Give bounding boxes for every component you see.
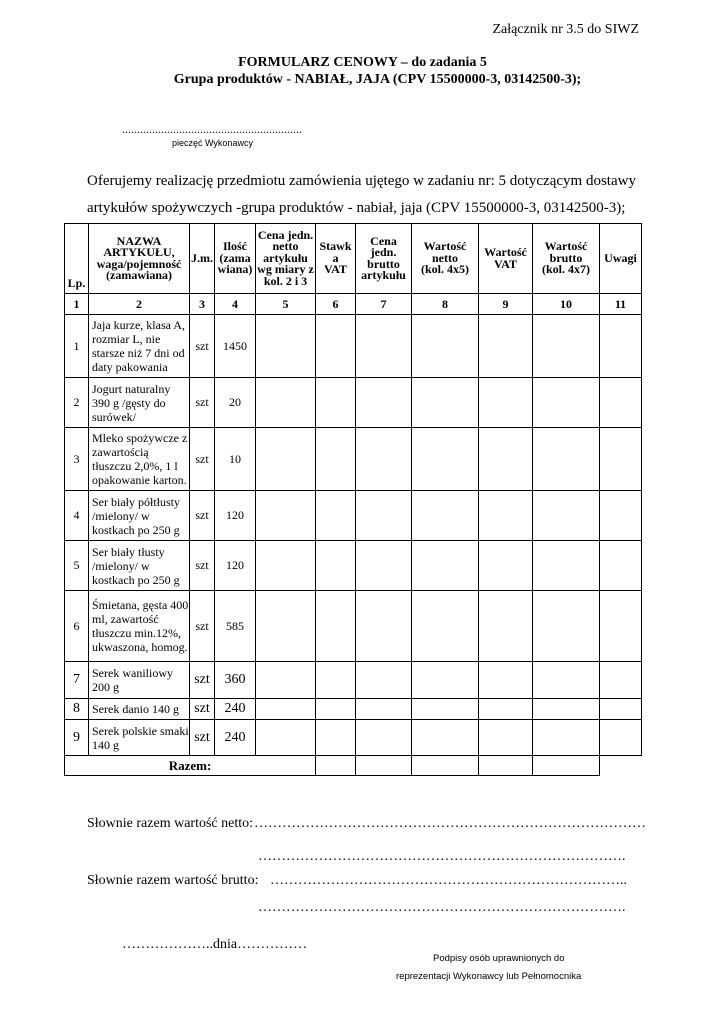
col-number: 10 xyxy=(533,294,600,315)
attachment-label: Załącznik nr 3.5 do SIWZ xyxy=(492,22,639,37)
vat-rate-cell[interactable] xyxy=(316,315,356,378)
row-product-name: Serek danio 140 g xyxy=(89,699,190,720)
gross-price-cell[interactable] xyxy=(356,315,412,378)
table-row xyxy=(65,720,642,756)
col-number: 1 xyxy=(65,294,89,315)
header-row xyxy=(65,224,642,294)
gross-price-cell[interactable] xyxy=(356,378,412,428)
total-vat-rate-cell[interactable] xyxy=(316,756,356,776)
table-row xyxy=(65,591,642,662)
net-words-dots-1[interactable]: ………………………………………………………………………… xyxy=(254,816,646,831)
header-name: NAZWA ARTYKUŁU, waga/pojemność (zamawiana) xyxy=(89,224,190,294)
gross-words-dots-1[interactable]: ………………………………………………………………….. xyxy=(270,873,627,888)
net-words-label: Słownie razem wartość netto: xyxy=(87,816,254,831)
row-unit: szt xyxy=(190,662,215,699)
net-words-dots-2[interactable]: ……………………………………………………………………. xyxy=(258,849,626,864)
row-unit: szt xyxy=(190,378,215,428)
price-table xyxy=(64,223,642,776)
net-value-cell[interactable] xyxy=(412,541,479,591)
intro-line-1: Oferujemy realizację przedmiotu zamówienia ujętego w zadaniu nr: 5 dotyczącym dostawy xyxy=(87,173,636,189)
row-unit: szt xyxy=(190,428,215,491)
vat-rate-cell[interactable] xyxy=(316,591,356,662)
net-price-cell[interactable] xyxy=(256,662,316,699)
vat-value-cell[interactable] xyxy=(479,378,533,428)
row-qty: 20 xyxy=(215,378,256,428)
row-qty: 120 xyxy=(215,491,256,541)
header-gross-value: Wartość brutto (kol. 4x7) xyxy=(533,224,600,294)
form-title: FORMULARZ CENOWY – do zadania 5 xyxy=(238,55,487,70)
net-value-cell[interactable] xyxy=(412,491,479,541)
contractor-stamp-line: ............................................................ xyxy=(122,122,302,136)
table-row xyxy=(65,699,642,720)
gross-value-cell[interactable] xyxy=(533,315,600,378)
header-unit: J.m. xyxy=(190,224,215,294)
col-number: 3 xyxy=(190,294,215,315)
row-qty: 585 xyxy=(215,591,256,662)
net-value-cell[interactable] xyxy=(412,315,479,378)
row-lp: 9 xyxy=(65,720,89,756)
vat-value-cell[interactable] xyxy=(479,491,533,541)
notes-cell[interactable] xyxy=(600,541,642,591)
row-product-name: Ser biały tłusty /mielony/ w kostkach po 250 g xyxy=(89,541,190,591)
total-label: Razem: xyxy=(65,756,316,776)
header-vat-value: Wartość VAT xyxy=(479,224,533,294)
table-row xyxy=(65,428,642,491)
header-net-price: Cena jedn. netto artykułu wg miary z kol. 2 i 3 xyxy=(256,224,316,294)
intro-line-2: artykułów spożywczych -grupa produktów - nabiał, jaja (CPV 15500000-3, 03142500-3); xyxy=(87,200,626,216)
notes-cell[interactable] xyxy=(600,428,642,491)
row-qty: 360 xyxy=(215,662,256,699)
row-unit: szt xyxy=(190,491,215,541)
header-notes: Uwagi xyxy=(600,224,642,294)
row-lp: 3 xyxy=(65,428,89,491)
header-net-value: Wartość netto (kol. 4x5) xyxy=(412,224,479,294)
gross-value-cell[interactable] xyxy=(533,591,600,662)
gross-value-cell[interactable] xyxy=(533,378,600,428)
column-number-row xyxy=(65,294,642,315)
net-price-cell[interactable] xyxy=(256,428,316,491)
gross-price-cell[interactable] xyxy=(356,662,412,699)
notes-cell[interactable] xyxy=(600,591,642,662)
row-lp: 6 xyxy=(65,591,89,662)
vat-value-cell[interactable] xyxy=(479,428,533,491)
row-qty: 120 xyxy=(215,541,256,591)
net-price-cell[interactable] xyxy=(256,378,316,428)
col-number: 4 xyxy=(215,294,256,315)
net-price-cell[interactable] xyxy=(256,315,316,378)
row-unit: szt xyxy=(190,720,215,756)
vat-value-cell[interactable] xyxy=(479,541,533,591)
vat-rate-cell[interactable] xyxy=(316,699,356,720)
row-qty: 10 xyxy=(215,428,256,491)
date-line[interactable]: ………………..dnia…………… xyxy=(122,937,308,952)
notes-cell[interactable] xyxy=(600,720,642,756)
notes-cell[interactable] xyxy=(600,699,642,720)
row-lp: 5 xyxy=(65,541,89,591)
vat-value-cell[interactable] xyxy=(479,699,533,720)
table-row xyxy=(65,315,642,378)
vat-rate-cell[interactable] xyxy=(316,491,356,541)
net-price-cell[interactable] xyxy=(256,491,316,541)
contractor-stamp-label: pieczęć Wykonawcy xyxy=(172,138,253,148)
table-row xyxy=(65,541,642,591)
row-product-name: Jaja kurze, klasa A, rozmiar L, nie starsze niż 7 dni od daty pakowania xyxy=(89,315,190,378)
notes-cell[interactable] xyxy=(600,662,642,699)
total-vat-value-cell[interactable] xyxy=(479,756,533,776)
signature-label-1: Podpisy osób uprawnionych do xyxy=(433,953,565,964)
col-number: 11 xyxy=(600,294,642,315)
row-unit: szt xyxy=(190,699,215,720)
total-empty-cell xyxy=(600,756,642,776)
col-number: 2 xyxy=(89,294,190,315)
col-number: 7 xyxy=(356,294,412,315)
gross-value-cell[interactable] xyxy=(533,662,600,699)
row-lp: 1 xyxy=(65,315,89,378)
row-qty: 1450 xyxy=(215,315,256,378)
row-lp: 2 xyxy=(65,378,89,428)
vat-value-cell[interactable] xyxy=(479,591,533,662)
row-unit: szt xyxy=(190,591,215,662)
col-number: 9 xyxy=(479,294,533,315)
net-value-cell[interactable] xyxy=(412,699,479,720)
notes-cell[interactable] xyxy=(600,491,642,541)
row-product-name: Serek polskie smaki 140 g xyxy=(89,720,190,756)
vat-value-cell[interactable] xyxy=(479,720,533,756)
vat-value-cell[interactable] xyxy=(479,662,533,699)
net-value-cell[interactable] xyxy=(412,591,479,662)
header-gross-price: Cena jedn. brutto artykułu xyxy=(356,224,412,294)
gross-value-cell[interactable] xyxy=(533,699,600,720)
row-product-name: Serek waniliowy 200 g xyxy=(89,662,190,699)
net-price-cell[interactable] xyxy=(256,720,316,756)
gross-price-cell[interactable] xyxy=(356,428,412,491)
vat-rate-cell[interactable] xyxy=(316,541,356,591)
net-value-cell[interactable] xyxy=(412,662,479,699)
header-lp: Lp. xyxy=(65,224,89,294)
row-product-name: Jogurt naturalny 390 g /gęsty do surówek/ xyxy=(89,378,190,428)
gross-price-cell[interactable] xyxy=(356,699,412,720)
product-group-title: Grupa produktów - NABIAŁ, JAJA (CPV 15500000-3, 03142500-3); xyxy=(173,72,582,87)
gross-price-cell[interactable] xyxy=(356,720,412,756)
header-qty: Ilość (zama wiana) xyxy=(215,224,256,294)
net-value-cell[interactable] xyxy=(412,720,479,756)
row-lp: 8 xyxy=(65,699,89,720)
row-unit: szt xyxy=(190,541,215,591)
row-product-name: Mleko spożywcze z zawartością tłuszczu 2,0%, 1 l opakowanie karton. xyxy=(89,428,190,491)
gross-value-cell[interactable] xyxy=(533,720,600,756)
gross-words-dots-2[interactable]: ……………………………………………………………………. xyxy=(258,900,626,915)
table-row xyxy=(65,491,642,541)
gross-value-cell[interactable] xyxy=(533,491,600,541)
vat-rate-cell[interactable] xyxy=(316,428,356,491)
row-product-name: Śmietana, gęsta 400 ml, zawartość tłuszczu min.12%, ukwaszona, homog. xyxy=(89,591,190,662)
row-lp: 4 xyxy=(65,491,89,541)
row-qty: 240 xyxy=(215,720,256,756)
vat-value-cell[interactable] xyxy=(479,315,533,378)
total-gross-value-cell[interactable] xyxy=(533,756,600,776)
notes-cell[interactable] xyxy=(600,378,642,428)
col-number: 6 xyxy=(316,294,356,315)
net-price-cell[interactable] xyxy=(256,541,316,591)
vat-rate-cell[interactable] xyxy=(316,378,356,428)
gross-price-cell[interactable] xyxy=(356,541,412,591)
row-lp: 7 xyxy=(65,662,89,699)
notes-cell[interactable] xyxy=(600,315,642,378)
total-net-value-cell[interactable] xyxy=(412,756,479,776)
row-qty: 240 xyxy=(215,699,256,720)
net-value-cell[interactable] xyxy=(412,428,479,491)
net-value-cell[interactable] xyxy=(412,378,479,428)
table-row xyxy=(65,662,642,699)
net-price-cell[interactable] xyxy=(256,591,316,662)
vat-rate-cell[interactable] xyxy=(316,662,356,699)
signature-label-2: reprezentacji Wykonawcy lub Pełnomocnika xyxy=(396,971,582,982)
col-number: 8 xyxy=(412,294,479,315)
col-number: 5 xyxy=(256,294,316,315)
gross-price-cell[interactable] xyxy=(356,491,412,541)
table-row xyxy=(65,378,642,428)
gross-words-label: Słownie razem wartość brutto: xyxy=(87,873,259,888)
total-row xyxy=(65,756,642,776)
gross-value-cell[interactable] xyxy=(533,541,600,591)
header-vat-rate: Stawk a VAT xyxy=(316,224,356,294)
vat-rate-cell[interactable] xyxy=(316,720,356,756)
gross-value-cell[interactable] xyxy=(533,428,600,491)
row-unit: szt xyxy=(190,315,215,378)
net-price-cell[interactable] xyxy=(256,699,316,720)
row-product-name: Ser biały półtłusty /mielony/ w kostkach po 250 g xyxy=(89,491,190,541)
gross-price-cell[interactable] xyxy=(356,591,412,662)
total-gross-price-cell[interactable] xyxy=(356,756,412,776)
